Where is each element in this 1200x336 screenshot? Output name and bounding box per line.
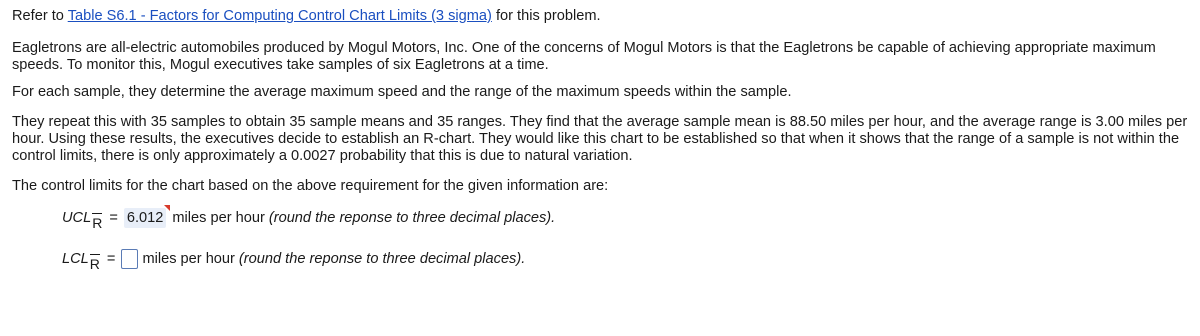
lcl-subscript: R [89, 256, 100, 272]
ucl-answer-input[interactable]: 6.012 [124, 208, 167, 228]
ucl-subscript: R [92, 215, 103, 231]
ucl-rounding-note: (round the reponse to three decimal places). [268, 210, 556, 226]
problem-paragraph-3: They repeat this with 35 samples to obtain 35 sample means and 35 ranges. They find that the average sample mean is 88.50 miles per hour, and the average range is 3.00 miles per hour. Using these results, the executives decide to establish an R-chart. They would like this chart to be established so that when it shows that the range of a sample is not within the control limits, there is only approximately a 0.0027 probability that this is due to natural variation. [12, 114, 1188, 164]
ucl-unit: miles per hour [172, 210, 265, 226]
lcl-unit: miles per hour [142, 251, 235, 267]
intro-suffix: for this problem. [491, 8, 601, 24]
ucl-row [62, 208, 556, 231]
table-link[interactable]: Table S6.1 - Factors for Computing Control Chart Limits (3 sigma) [67, 8, 492, 24]
ucl-label: UCL R [62, 210, 103, 231]
lcl-answer-input[interactable] [121, 249, 138, 269]
lcl-label: LCL R [62, 251, 100, 272]
lcl-rounding-note: (round the reponse to three decimal places). [238, 251, 526, 267]
ucl-equals: = [109, 210, 118, 226]
lcl-row [62, 249, 526, 272]
question-prompt: The control limits for the chart based on the above requirement for the given information are: [12, 178, 609, 194]
incorrect-flag-icon [164, 205, 170, 211]
intro-line [12, 8, 601, 25]
lcl-equals: = [106, 251, 116, 267]
problem-paragraph-2: For each sample, they determine the average maximum speed and the range of the maximum speeds within the sample. [12, 84, 792, 100]
problem-paragraph-1: Eagletrons are all-electric automobiles produced by Mogul Motors, Inc. One of the concerns of Mogul Motors is that the Eagletrons be capable of achieving appropriate maximum speeds. To monitor this, Mogul executives take samples of six Eagletrons at a time. [12, 40, 1156, 73]
intro-prefix: Refer to [12, 8, 68, 24]
